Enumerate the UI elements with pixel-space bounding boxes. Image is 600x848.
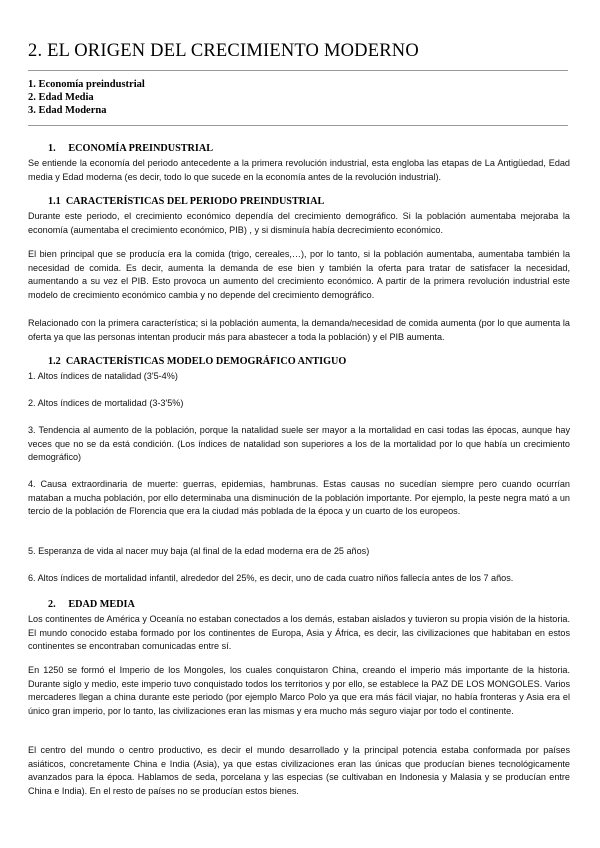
divider [28, 70, 568, 71]
toc-item-economia-preindustrial[interactable]: 1. Economía preindustrial [28, 79, 145, 90]
section-heading-edad-media: 2. EDAD MEDIA [48, 599, 135, 610]
paragraph: Los continentes de América y Oceanía no estaban conectados a los demás, estaban aislados y tuvieron su propia visión de la historia. El mundo conocido estaba formado por los continentes de Europa, Asia y África, es decir, las civilizaciones que habitaban en estos continentes se encontraban comunicadas entre sí. [28, 614, 570, 651]
section-heading-modelo-demografico: 1.2 CARACTERÍSTICAS MODELO DEMOGRÁFICO ANTIGUO [48, 356, 347, 367]
page-title: 2. EL ORIGEN DEL CRECIMIENTO MODERNO [28, 41, 419, 61]
list-item: 5. Esperanza de vida al nacer muy baja (al final de la edad moderna era de 25 años) [28, 546, 370, 556]
paragraph: El centro del mundo o centro productivo, es decir el mundo desarrollado y la principal potencia estaba conformada por países asiáticos, concretamente China e India (Asia), ya que estas civilizaciones eran las únicas que producían bienes tecnológicamente avanzados para la época. Hablamos de seda, porcelana y las especias (se cultivaban en Indonesia y Malasia y se producían entre China e India). En el resto de países no se producían estos bienes. [28, 745, 570, 796]
paragraph: El bien principal que se producía era la comida (trigo, cereales,…), por lo tanto, si la población aumentaba, aumentaba también la necesidad de comida. Es decir, aumenta la demanda de ese bien y también la oferta para tratar de satisfacer la necesidad, aumentando a su vez el PIB. Esto provoca un aumento del crecimiento económico. A partir de la primera revolución industrial este modelo de crecimiento económico cambia y no depende del crecimiento demográfico. [28, 249, 570, 300]
section-heading-economia-preindustrial: 1. ECONOMÍA PREINDUSTRIAL [48, 143, 213, 154]
toc-item-edad-media[interactable]: 2. Edad Media [28, 92, 94, 103]
list-item: 1. Altos índices de natalidad (3'5-4%) [28, 371, 178, 381]
table-of-contents [28, 78, 145, 117]
paragraph: Relacionado con la primera característica; si la población aumenta, la demanda/necesidad de comida aumenta (por lo que aumenta la oferta ya que las personas intentan producir más para abastecer a toda la población) y el PIB aumenta. [28, 318, 570, 342]
paragraph: Se entiende la economía del periodo antecedente a la primera revolución industrial, esta engloba las etapas de La Antigüedad, Edad media y Edad moderna (es decir, todo lo que sucede en la economía antes de la revolución industrial). [28, 158, 570, 182]
list-item: 2. Altos índices de mortalidad (3-3'5%) [28, 398, 184, 408]
list-item: 6. Altos índices de mortalidad infantil, alrededor del 25%, es decir, uno de cada cuatro niños fallecía antes de los 7 años. [28, 573, 514, 583]
list-item: 4. Causa extraordinaria de muerte: guerras, epidemias, hambrunas. Estas causas no sucedían siempre pero cuando ocurrían mataban a mucha población, por ello determinaba una disminución de la población importante. Por ejemplo, la peste negra mató a un tercio de la población de Florencia que era la ciudad más poblada de la época y un cuarto de los europeos. [28, 479, 570, 516]
toc-item-edad-moderna[interactable]: 3. Edad Moderna [28, 105, 107, 116]
section-heading-caracteristicas-periodo: 1.1 CARACTERÍSTICAS DEL PERIODO PREINDUSTRIAL [48, 196, 325, 207]
divider [28, 125, 568, 126]
paragraph: Durante este periodo, el crecimiento económico dependía del crecimiento demográfico. Si la población aumentaba mejoraba la economía (aumentaba el crecimiento económico, PIB) , y si disminuía había decrecimiento económico. [28, 211, 570, 235]
list-item: 3. Tendencia al aumento de la población, porque la natalidad suele ser mayor a la mortalidad en casi todas las épocas, aunque hay veces que no se da está condición. (Los índices de natalidad son superiores a los de la mortalidad por lo que había un crecimiento demográfico) [28, 425, 570, 462]
paragraph: En 1250 se formó el Imperio de los Mongoles, los cuales conquistaron China, creando el imperio más importante de la historia. Durante siglo y medio, este imperio tuvo conquistado todos los territorios y por ello, se establece la PAZ DE LOS MONGOLES. Varios mercaderes llegan a china durante este periodo (por ejemplo Marco Polo ya que era más fácil viajar, no había fronteras y Asia era el único gran imperio, por lo tanto, las civilizaciones eran las mismas y era mucho más seguro viajar por todo el continente. [28, 665, 570, 716]
